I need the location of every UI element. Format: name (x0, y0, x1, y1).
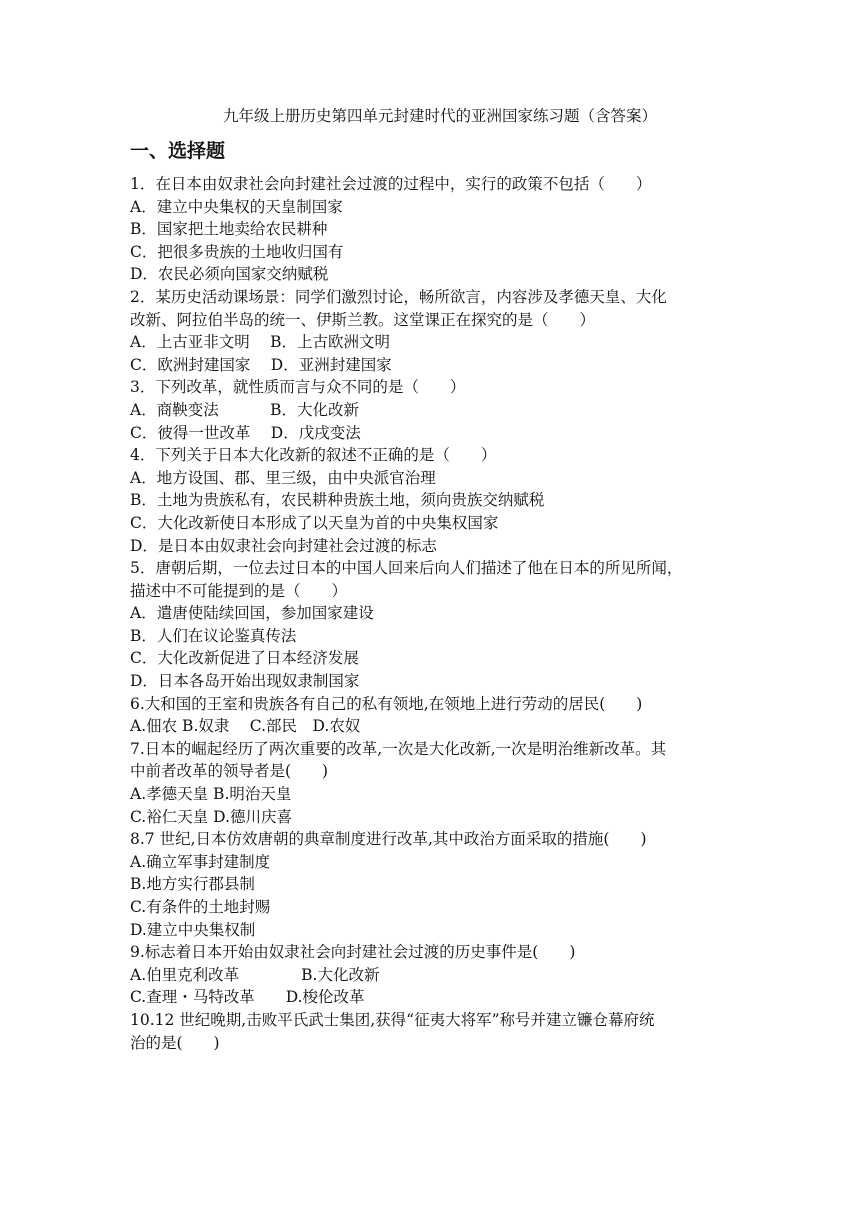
text-line: A．遣唐使陆续回国，参加国家建设 (130, 604, 374, 623)
text-line: C．欧洲封建国家 D．亚洲封建国家 (130, 355, 392, 374)
text-line: C.裕仁天皇 D.德川庆喜 (130, 807, 292, 826)
text-line: 治的是( ) (130, 1033, 220, 1052)
text-line: 改新、阿拉伯半岛的统一、伊斯兰教。这堂课正在探究的是（ ） (130, 310, 596, 329)
section-heading: 一、选择题 (130, 140, 226, 162)
text-line: 1．在日本由奴隶社会向封建社会过渡的过程中，实行的政策不包括（ ） (130, 175, 652, 193)
text-line: A．商鞅变法 B．大化改新 (130, 400, 360, 419)
text-line: A.确立军事封建制度 (130, 852, 271, 871)
text-line: A.伯里克利改革 B.大化改新 (130, 965, 380, 984)
text-line: 4．下列关于日本大化改新的叙述不正确的是（ ） (130, 446, 497, 465)
text-line: C.查理・马特改革 D.梭伦改革 (130, 988, 365, 1007)
text-line: A.孝德天皇 B.明治天皇 (130, 785, 292, 804)
text-line: C．把很多贵族的土地收归国有 (130, 242, 344, 261)
text-line: 7.日本的崛起经历了两次重要的改革,一次是大化改新,一次是明治维新改革。其 (130, 739, 667, 758)
text-line: D．是日本由奴隶社会向封建社会过渡的标志 (130, 536, 437, 555)
text-line: 描述中不可能提到的是（ ） (130, 581, 348, 600)
text-line: B.地方实行郡县制 (130, 875, 255, 894)
document-title: 九年级上册历史第四单元封建时代的亚洲国家练习题（含答案） (222, 107, 657, 125)
text-line: C.有条件的土地封赐 (130, 898, 271, 916)
text-line: B．国家把土地卖给农民耕种 (130, 220, 328, 239)
text-line: A．建立中央集权的天皇制国家 (130, 197, 343, 216)
text-line: 2．某历史活动课场景：同学们激烈讨论，畅所欲言，内容涉及孝德天皇、大化 (130, 287, 667, 306)
text-line: 6.大和国的王室和贵族各有自己的私有领地,在领地上进行劳动的居民( ) (130, 694, 643, 713)
text-line: D．农民必须向国家交纳赋税 (130, 265, 329, 284)
text-line: 3．下列改革，就性质而言与众不同的是（ ） (130, 378, 466, 397)
text-line: 9.标志着日本开始由奴隶社会向封建社会过渡的历史事件是( ) (130, 943, 576, 962)
text-line: A.佃农 B.奴隶 C.部民 D.农奴 (130, 717, 361, 736)
text-line: C．彼得一世改革 D．戊戌变法 (130, 423, 361, 442)
text-line: C．大化改新使日本形成了以天皇为首的中央集权国家 (130, 513, 499, 532)
text-line: 8.7 世纪,日本仿效唐朝的典章制度进行改革,其中政治方面采取的措施( ) (130, 830, 647, 849)
text-line: D.建立中央集权制 (130, 920, 256, 939)
text-line: C．大化改新促进了日本经济发展 (130, 649, 359, 668)
text-line: A．上古亚非文明 B．上古欧洲文明 (130, 333, 391, 352)
question-body (130, 173, 735, 1054)
text-line: B．人们在议论鉴真传法 (130, 626, 297, 645)
text-line: 中前者改革的领导者是( ) (130, 762, 329, 781)
text-line: A．地方设国、郡、里三级，由中央派官治理 (130, 468, 436, 487)
text-line: B．土地为贵族私有，农民耕种贵族土地，须向贵族交纳赋税 (130, 491, 545, 510)
text-line: 5．唐朝后期，一位去过日本的中国人回来后向人们描述了他在日本的所见所闻， (130, 559, 683, 578)
text-line: D．日本各岛开始出现奴隶制国家 (130, 672, 360, 691)
text-line: 10.12 世纪晚期,击败平氏武士集团,获得“征夷大将军”称号并建立镰仓幕府统 (130, 1010, 655, 1029)
